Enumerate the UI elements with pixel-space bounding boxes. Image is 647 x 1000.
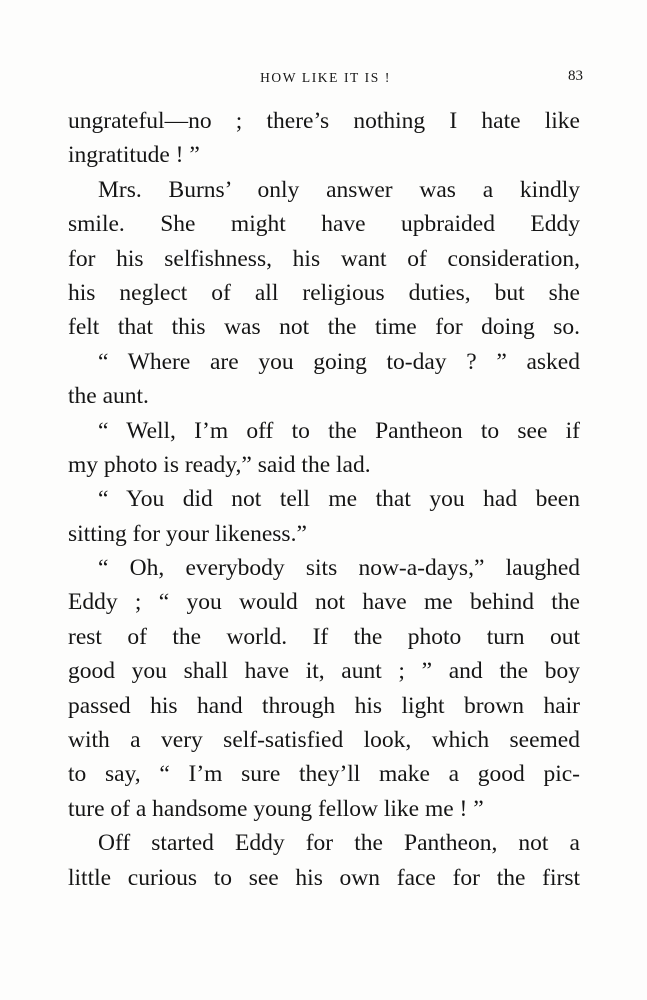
text-line: “ Where are you going to-day ? ” asked [98,348,580,375]
text-line: Mrs. Burns’ only answer was a kindly [98,176,580,203]
text-line: the aunt. [68,383,149,410]
text-line: passed his hand through his light brown hair [68,692,580,719]
text-line: my photo is ready,” said the lad. [68,451,371,478]
text-line: smile. She might have upbraided Eddy [68,211,580,238]
text-line: little curious to see his own face for the first [68,864,580,891]
running-title: HOW LIKE IT IS ! [260,70,391,85]
text-line: his neglect of all religious duties, but she [68,279,580,306]
text-line: ingratitude ! ” [68,142,200,169]
running-head [68,66,583,90]
text-line: Eddy ; “ you would not have me behind the [68,589,580,616]
text-line: Off started Eddy for the Pantheon, not a [98,830,580,857]
text-line: for his selfishness, his want of consideration, [68,245,580,272]
text-line: good you shall have it, aunt ; ” and the boy [68,658,580,685]
text-line: sitting for your likeness.” [68,520,307,547]
text-line: rest of the world. If the photo turn out [68,623,580,650]
text-line: “ You did not tell me that you had been [98,486,580,513]
text-line: with a very self-satisfied look, which seemed [68,727,580,754]
text-line: ungrateful—no ; there’s nothing I hate like [68,108,580,134]
text-line: “ Oh, everybody sits now-a-days,” laughed [98,555,580,582]
text-line: ture of a handsome young fellow like me ! ” [68,795,484,822]
page-number: 83 [568,68,583,84]
text-line: felt that this was not the time for doing so. [68,314,580,341]
text-line: “ Well, I’m off to the Pantheon to see if [98,417,580,444]
text-line: to say, “ I’m sure they’ll make a good pic- [68,761,580,788]
body-text [68,104,580,895]
